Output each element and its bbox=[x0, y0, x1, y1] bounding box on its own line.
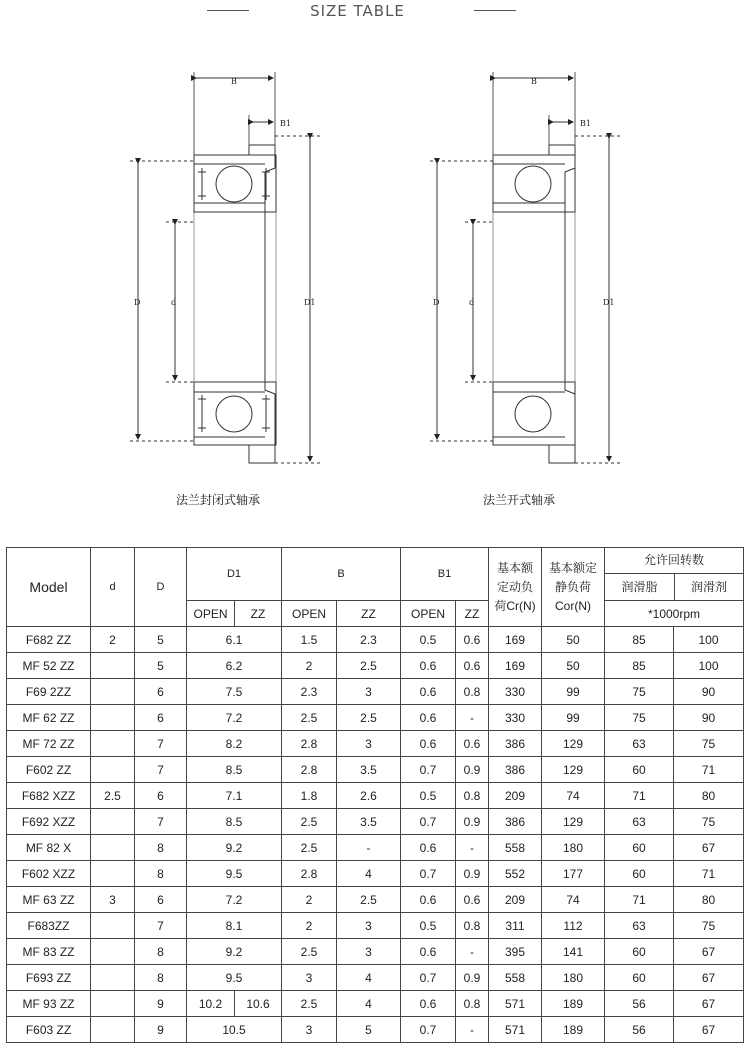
header-oil: 润滑剂 bbox=[691, 580, 728, 594]
cell-b1-open: 0.7 bbox=[401, 861, 456, 887]
table-row bbox=[7, 1017, 744, 1043]
sealed-bearing-drawing bbox=[130, 72, 322, 463]
cell-cr: 209 bbox=[489, 887, 542, 913]
cell-b1-open: 0.5 bbox=[401, 913, 456, 939]
cell-b1-open: 0.6 bbox=[401, 653, 456, 679]
cell-b-zz: 2.5 bbox=[337, 653, 401, 679]
cell-b1-open: 0.5 bbox=[401, 783, 456, 809]
cell-cor: 129 bbox=[542, 757, 605, 783]
cell-model: F683ZZ bbox=[7, 913, 91, 939]
cell-b-zz: 2.5 bbox=[337, 705, 401, 731]
cell-cor: 74 bbox=[542, 783, 605, 809]
cell-b1-open: 0.7 bbox=[401, 1017, 456, 1043]
cell-D: 6 bbox=[135, 705, 187, 731]
cell-model: MF 72 ZZ bbox=[7, 731, 91, 757]
header-cr-line2: 定动负 bbox=[496, 579, 533, 594]
cell-cor: 189 bbox=[542, 991, 605, 1017]
cell-oil: 67 bbox=[674, 835, 744, 861]
dim-label-B: B bbox=[231, 77, 237, 86]
cell-D: 9 bbox=[135, 991, 187, 1017]
table-row bbox=[7, 965, 744, 991]
cell-b-open: 2.8 bbox=[282, 731, 337, 757]
cell-D: 5 bbox=[135, 627, 187, 653]
cell-b-open: 2.5 bbox=[282, 991, 337, 1017]
cell-oil: 67 bbox=[674, 965, 744, 991]
cell-D: 8 bbox=[135, 965, 187, 991]
header-static-load bbox=[542, 548, 605, 627]
open-bearing-drawing bbox=[430, 72, 620, 463]
dim-label-d: d bbox=[469, 298, 475, 307]
cell-oil: 75 bbox=[674, 731, 744, 757]
cell-d1: 9.2 bbox=[187, 835, 282, 861]
cell-model: MF 93 ZZ bbox=[7, 991, 91, 1017]
table-row bbox=[7, 887, 744, 913]
cell-b1-open: 0.7 bbox=[401, 757, 456, 783]
cell-d bbox=[91, 1017, 135, 1043]
cell-oil: 80 bbox=[674, 783, 744, 809]
cell-cr: 571 bbox=[489, 991, 542, 1017]
cell-cor: 50 bbox=[542, 653, 605, 679]
cell-d1: 7.2 bbox=[187, 887, 282, 913]
cell-b-open: 2.5 bbox=[282, 939, 337, 965]
header-b-zz: ZZ bbox=[337, 601, 401, 627]
cell-d bbox=[91, 991, 135, 1017]
cell-b-zz: 2.5 bbox=[337, 887, 401, 913]
cell-d1: 7.2 bbox=[187, 705, 282, 731]
cell-d1: 9.2 bbox=[187, 939, 282, 965]
cell-d1: 9.5 bbox=[187, 965, 282, 991]
cell-cor: 180 bbox=[542, 835, 605, 861]
bearing-diagrams bbox=[0, 60, 751, 480]
cell-d bbox=[91, 809, 135, 835]
cell-cr: 209 bbox=[489, 783, 542, 809]
header-rule-right bbox=[474, 10, 516, 11]
table-row bbox=[7, 757, 744, 783]
table-row bbox=[7, 991, 744, 1017]
cell-oil: 67 bbox=[674, 939, 744, 965]
cell-D: 6 bbox=[135, 887, 187, 913]
cell-b1-open: 0.6 bbox=[401, 731, 456, 757]
cell-grease: 56 bbox=[605, 1017, 674, 1043]
cell-b-open: 2.5 bbox=[282, 809, 337, 835]
cell-model: F603 ZZ bbox=[7, 1017, 91, 1043]
cell-grease: 56 bbox=[605, 991, 674, 1017]
cell-cr: 395 bbox=[489, 939, 542, 965]
cell-b1-open: 0.6 bbox=[401, 679, 456, 705]
cell-oil: 100 bbox=[674, 653, 744, 679]
cell-grease: 75 bbox=[605, 679, 674, 705]
cell-b1-zz: 0.8 bbox=[456, 679, 489, 705]
size-table bbox=[6, 547, 744, 1043]
cell-b-zz: 3 bbox=[337, 731, 401, 757]
cell-cr: 552 bbox=[489, 861, 542, 887]
cell-b1-zz: 0.6 bbox=[456, 653, 489, 679]
cell-oil: 71 bbox=[674, 757, 744, 783]
cell-b1-zz: 0.6 bbox=[456, 731, 489, 757]
cell-b-zz: 3 bbox=[337, 913, 401, 939]
cell-b-zz: 3 bbox=[337, 679, 401, 705]
cell-b-open: 2.5 bbox=[282, 705, 337, 731]
open-bearing-caption: 法兰开式轴承 bbox=[483, 493, 556, 507]
cell-D: 7 bbox=[135, 757, 187, 783]
cell-cr: 169 bbox=[489, 627, 542, 653]
cell-b1-zz: 0.9 bbox=[456, 861, 489, 887]
dim-label-D1: D1 bbox=[603, 298, 615, 307]
cell-grease: 71 bbox=[605, 887, 674, 913]
cell-oil: 67 bbox=[674, 1017, 744, 1043]
cell-d bbox=[91, 757, 135, 783]
table-row bbox=[7, 731, 744, 757]
table-row bbox=[7, 705, 744, 731]
header-b-open: OPEN bbox=[282, 601, 337, 627]
cell-b1-zz: 0.9 bbox=[456, 809, 489, 835]
cell-grease: 63 bbox=[605, 809, 674, 835]
cell-cr: 571 bbox=[489, 1017, 542, 1043]
cell-b-open: 3 bbox=[282, 965, 337, 991]
cell-D: 6 bbox=[135, 679, 187, 705]
header-speed bbox=[605, 548, 744, 601]
cell-d1: 6.2 bbox=[187, 653, 282, 679]
cell-model: MF 82 X bbox=[7, 835, 91, 861]
header-dynamic-load bbox=[489, 548, 542, 627]
cell-b-zz: 3 bbox=[337, 939, 401, 965]
cell-b-zz: 4 bbox=[337, 861, 401, 887]
cell-d bbox=[91, 653, 135, 679]
dim-label-D: D bbox=[134, 298, 141, 307]
cell-d1-open: 10.2 bbox=[187, 991, 235, 1017]
table-row bbox=[7, 653, 744, 679]
cell-grease: 71 bbox=[605, 783, 674, 809]
cell-cor: 189 bbox=[542, 1017, 605, 1043]
cell-b-open: 1.5 bbox=[282, 627, 337, 653]
cell-oil: 100 bbox=[674, 627, 744, 653]
cell-cor: 180 bbox=[542, 965, 605, 991]
cell-D: 6 bbox=[135, 783, 187, 809]
cell-D: 5 bbox=[135, 653, 187, 679]
cell-b1-zz: 0.9 bbox=[456, 965, 489, 991]
cell-D: 8 bbox=[135, 861, 187, 887]
cell-b-open: 2 bbox=[282, 887, 337, 913]
cell-d1: 8.2 bbox=[187, 731, 282, 757]
cell-d1: 10.5 bbox=[187, 1017, 282, 1043]
cell-b1-open: 0.7 bbox=[401, 809, 456, 835]
cell-oil: 90 bbox=[674, 679, 744, 705]
cell-model: F682 XZZ bbox=[7, 783, 91, 809]
cell-model: F693 ZZ bbox=[7, 965, 91, 991]
cell-D: 7 bbox=[135, 731, 187, 757]
cell-model: MF 83 ZZ bbox=[7, 939, 91, 965]
cell-b-zz: 5 bbox=[337, 1017, 401, 1043]
cell-b1-zz: 0.9 bbox=[456, 757, 489, 783]
cell-cor: 99 bbox=[542, 679, 605, 705]
table-row bbox=[7, 861, 744, 887]
dim-label-D1: D1 bbox=[304, 298, 316, 307]
header-speed-label: 允许回转数 bbox=[605, 548, 743, 574]
cell-model: MF 62 ZZ bbox=[7, 705, 91, 731]
cell-d bbox=[91, 939, 135, 965]
dim-label-D: D bbox=[433, 298, 440, 307]
header-cr-line1: 基本额 bbox=[496, 560, 533, 575]
cell-grease: 60 bbox=[605, 939, 674, 965]
cell-grease: 60 bbox=[605, 835, 674, 861]
cell-model: F69 2ZZ bbox=[7, 679, 91, 705]
cell-b1-zz: 0.8 bbox=[456, 913, 489, 939]
cell-b1-zz: - bbox=[456, 705, 489, 731]
cell-b1-zz: 0.8 bbox=[456, 783, 489, 809]
cell-b1-zz: - bbox=[456, 939, 489, 965]
table-row bbox=[7, 679, 744, 705]
cell-grease: 60 bbox=[605, 757, 674, 783]
cell-b-zz: 2.6 bbox=[337, 783, 401, 809]
cell-cr: 386 bbox=[489, 809, 542, 835]
cell-grease: 85 bbox=[605, 653, 674, 679]
header-cor-line2: 静负荷 bbox=[554, 579, 591, 594]
cell-grease: 63 bbox=[605, 913, 674, 939]
cell-b-zz: 2.3 bbox=[337, 627, 401, 653]
dim-label-B: B bbox=[531, 77, 537, 86]
header-cor-line1: 基本额定 bbox=[548, 560, 597, 575]
cell-b1-open: 0.5 bbox=[401, 627, 456, 653]
table-row bbox=[7, 835, 744, 861]
section-header bbox=[0, 0, 751, 26]
cell-model: MF 63 ZZ bbox=[7, 887, 91, 913]
cell-grease: 60 bbox=[605, 861, 674, 887]
table-row bbox=[7, 913, 744, 939]
cell-cr: 558 bbox=[489, 835, 542, 861]
cell-d bbox=[91, 861, 135, 887]
cell-b-open: 2.8 bbox=[282, 861, 337, 887]
cell-cor: 112 bbox=[542, 913, 605, 939]
header-B1: B1 bbox=[401, 548, 489, 601]
table-row bbox=[7, 939, 744, 965]
cell-grease: 63 bbox=[605, 731, 674, 757]
cell-d bbox=[91, 835, 135, 861]
cell-b-open: 2 bbox=[282, 653, 337, 679]
cell-b1-open: 0.6 bbox=[401, 835, 456, 861]
cell-oil: 80 bbox=[674, 887, 744, 913]
cell-D: 7 bbox=[135, 913, 187, 939]
cell-d1: 8.1 bbox=[187, 913, 282, 939]
cell-b-open: 1.8 bbox=[282, 783, 337, 809]
cell-d1: 8.5 bbox=[187, 757, 282, 783]
header-D: D bbox=[135, 548, 187, 627]
cell-b-zz: 4 bbox=[337, 991, 401, 1017]
cell-d1: 7.5 bbox=[187, 679, 282, 705]
cell-b-zz: 4 bbox=[337, 965, 401, 991]
cell-d1: 7.1 bbox=[187, 783, 282, 809]
cell-d bbox=[91, 705, 135, 731]
cell-d bbox=[91, 731, 135, 757]
cell-cr: 169 bbox=[489, 653, 542, 679]
header-rpm: *1000rpm bbox=[605, 601, 744, 627]
cell-d: 3 bbox=[91, 887, 135, 913]
cell-b-zz: 3.5 bbox=[337, 809, 401, 835]
sealed-bearing-caption: 法兰封闭式轴承 bbox=[176, 493, 261, 507]
cell-b-open: 2 bbox=[282, 913, 337, 939]
cell-cr: 330 bbox=[489, 679, 542, 705]
cell-b1-zz: 0.6 bbox=[456, 887, 489, 913]
cell-cr: 386 bbox=[489, 757, 542, 783]
cell-b-zz: - bbox=[337, 835, 401, 861]
cell-d bbox=[91, 679, 135, 705]
cell-cor: 177 bbox=[542, 861, 605, 887]
cell-oil: 75 bbox=[674, 913, 744, 939]
dim-label-B1: B1 bbox=[580, 119, 591, 128]
cell-D: 8 bbox=[135, 835, 187, 861]
cell-cor: 74 bbox=[542, 887, 605, 913]
header-b1-zz: ZZ bbox=[456, 601, 489, 627]
cell-model: F602 XZZ bbox=[7, 861, 91, 887]
cell-oil: 71 bbox=[674, 861, 744, 887]
cell-b-open: 2.5 bbox=[282, 835, 337, 861]
cell-grease: 60 bbox=[605, 965, 674, 991]
cell-D: 7 bbox=[135, 809, 187, 835]
cell-b1-zz: - bbox=[456, 835, 489, 861]
table-row bbox=[7, 809, 744, 835]
dim-label-d: d bbox=[171, 298, 177, 307]
cell-d: 2 bbox=[91, 627, 135, 653]
cell-grease: 85 bbox=[605, 627, 674, 653]
dim-label-B1: B1 bbox=[280, 119, 291, 128]
cell-model: F602 ZZ bbox=[7, 757, 91, 783]
cell-b1-zz: 0.6 bbox=[456, 627, 489, 653]
cell-d1: 6.1 bbox=[187, 627, 282, 653]
header-D1: D1 bbox=[187, 548, 282, 601]
cell-cor: 50 bbox=[542, 627, 605, 653]
cell-b-zz: 3.5 bbox=[337, 757, 401, 783]
cell-D: 9 bbox=[135, 1017, 187, 1043]
header-d1-open: OPEN bbox=[187, 601, 235, 627]
table-body bbox=[7, 627, 744, 1043]
cell-b1-zz: - bbox=[456, 1017, 489, 1043]
cell-b1-open: 0.6 bbox=[401, 991, 456, 1017]
cell-d1: 9.5 bbox=[187, 861, 282, 887]
cell-d: 2.5 bbox=[91, 783, 135, 809]
header-model: Model bbox=[7, 548, 91, 627]
header-grease: 润滑脂 bbox=[605, 574, 675, 600]
cell-oil: 67 bbox=[674, 991, 744, 1017]
header-cr-line3: 荷Cr(N) bbox=[494, 598, 536, 613]
cell-oil: 90 bbox=[674, 705, 744, 731]
cell-d bbox=[91, 965, 135, 991]
cell-b-open: 2.3 bbox=[282, 679, 337, 705]
cell-grease: 75 bbox=[605, 705, 674, 731]
table-row bbox=[7, 627, 744, 653]
cell-cor: 141 bbox=[542, 939, 605, 965]
table-row bbox=[7, 783, 744, 809]
header-b1-open: OPEN bbox=[401, 601, 456, 627]
cell-model: F682 ZZ bbox=[7, 627, 91, 653]
header-B: B bbox=[282, 548, 401, 601]
cell-cr: 558 bbox=[489, 965, 542, 991]
page-title: SIZE TABLE bbox=[310, 2, 405, 20]
cell-d1-zz: 10.6 bbox=[235, 991, 282, 1017]
cell-cr: 386 bbox=[489, 731, 542, 757]
header-d1-zz: ZZ bbox=[235, 601, 282, 627]
cell-b1-zz: 0.8 bbox=[456, 991, 489, 1017]
cell-cor: 129 bbox=[542, 731, 605, 757]
cell-model: F692 XZZ bbox=[7, 809, 91, 835]
cell-cr: 311 bbox=[489, 913, 542, 939]
cell-b1-open: 0.7 bbox=[401, 965, 456, 991]
cell-oil: 75 bbox=[674, 809, 744, 835]
cell-d bbox=[91, 913, 135, 939]
cell-b1-open: 0.6 bbox=[401, 939, 456, 965]
cell-b1-open: 0.6 bbox=[401, 705, 456, 731]
cell-b-open: 2.8 bbox=[282, 757, 337, 783]
header-d: d bbox=[91, 548, 135, 627]
cell-cr: 330 bbox=[489, 705, 542, 731]
header-cor-line3: Cor(N) bbox=[555, 598, 591, 613]
cell-D: 8 bbox=[135, 939, 187, 965]
cell-b1-open: 0.6 bbox=[401, 887, 456, 913]
cell-b-open: 3 bbox=[282, 1017, 337, 1043]
cell-model: MF 52 ZZ bbox=[7, 653, 91, 679]
cell-cor: 129 bbox=[542, 809, 605, 835]
cell-cor: 99 bbox=[542, 705, 605, 731]
cell-d1: 8.5 bbox=[187, 809, 282, 835]
